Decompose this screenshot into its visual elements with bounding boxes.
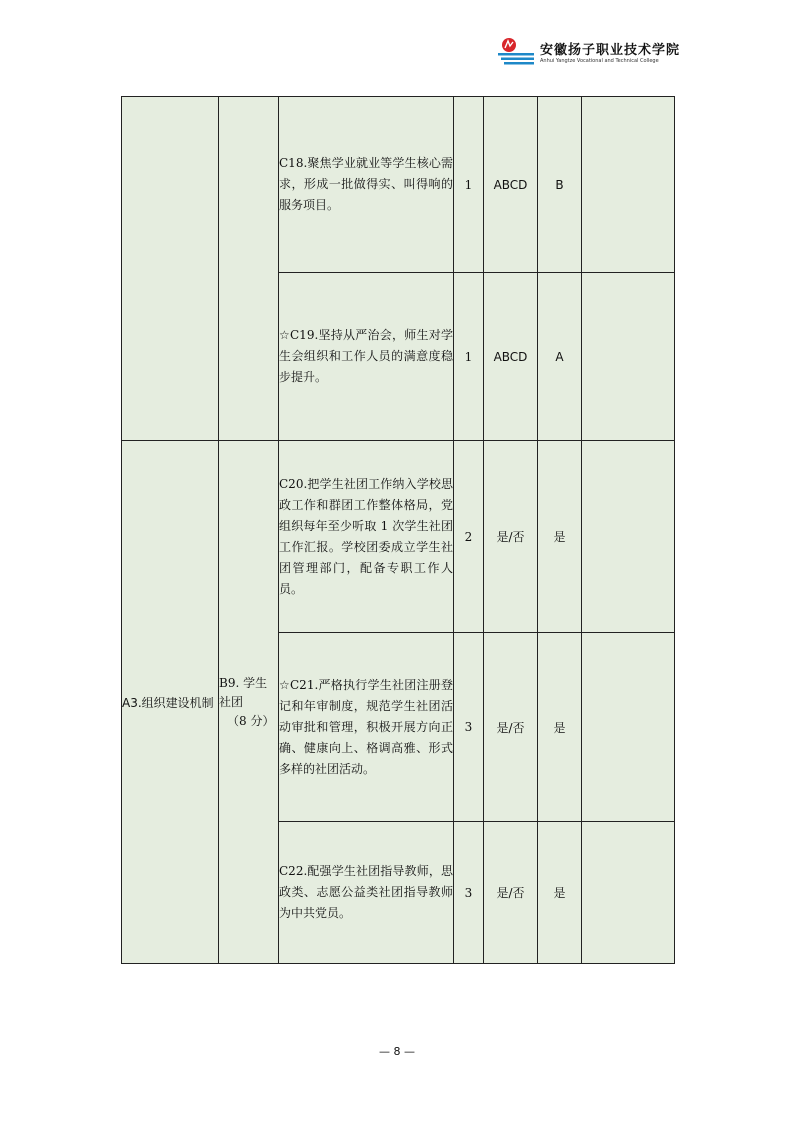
category-b-cell: [219, 97, 279, 441]
method-cell: 是/否: [484, 441, 538, 633]
grade-cell: 是: [538, 822, 582, 964]
remark-cell: [582, 273, 675, 441]
method-cell: ABCD: [484, 97, 538, 273]
score-cell: 1: [454, 273, 484, 441]
category-b9: [219, 441, 279, 964]
b9-name: B9. 学生社团: [219, 675, 268, 709]
remark-cell: [582, 822, 675, 964]
category-a-cell: [122, 97, 219, 441]
table-row: [122, 97, 675, 273]
b9-points: （8 分）: [227, 713, 275, 728]
grade-cell: 是: [538, 633, 582, 822]
page-number: — 8 —: [379, 1045, 415, 1058]
remark-cell: [582, 441, 675, 633]
criterion-c19: ☆C19.坚持从严治会，师生对学生会组织和工作人员的满意度稳步提升。: [279, 273, 454, 441]
criterion-c20: C20.把学生社团工作纳入学校思政工作和群团工作整体格局，党组织每年至少听取 1 次学生社团工作汇报。学校团委成立学生社团管理部门，配备专职工作人员。: [279, 441, 454, 633]
table-row: [122, 441, 675, 633]
logo-text-en: Anhui Yangtze Vocational and Technical College: [540, 58, 659, 64]
logo-text-cn: 安徽扬子职业技术学院: [540, 43, 681, 58]
method-cell: ABCD: [484, 273, 538, 441]
category-a3: A3.组织建设机制: [122, 441, 219, 964]
grade-cell: B: [538, 97, 582, 273]
remark-cell: [582, 97, 675, 273]
evaluation-table: [121, 96, 675, 964]
method-cell: 是/否: [484, 633, 538, 822]
criterion-c21: ☆C21.严格执行学生社团注册登记和年审制度，规范学生社团活动审批和管理，积极开展方向正确、健康向上、格调高雅、形式多样的社团活动。: [279, 633, 454, 822]
method-cell: 是/否: [484, 822, 538, 964]
grade-cell: 是: [538, 441, 582, 633]
grade-cell: A: [538, 273, 582, 441]
score-cell: 3: [454, 633, 484, 822]
remark-cell: [582, 633, 675, 822]
score-cell: 3: [454, 822, 484, 964]
college-logo: [496, 36, 681, 70]
score-cell: 2: [454, 441, 484, 633]
college-emblem-icon: [496, 36, 538, 70]
criterion-c18: C18.聚焦学业就业等学生核心需求，形成一批做得实、叫得响的服务项目。: [279, 97, 454, 273]
score-cell: 1: [454, 97, 484, 273]
criterion-c22: C22.配强学生社团指导教师，思政类、志愿公益类社团指导教师为中共党员。: [279, 822, 454, 964]
